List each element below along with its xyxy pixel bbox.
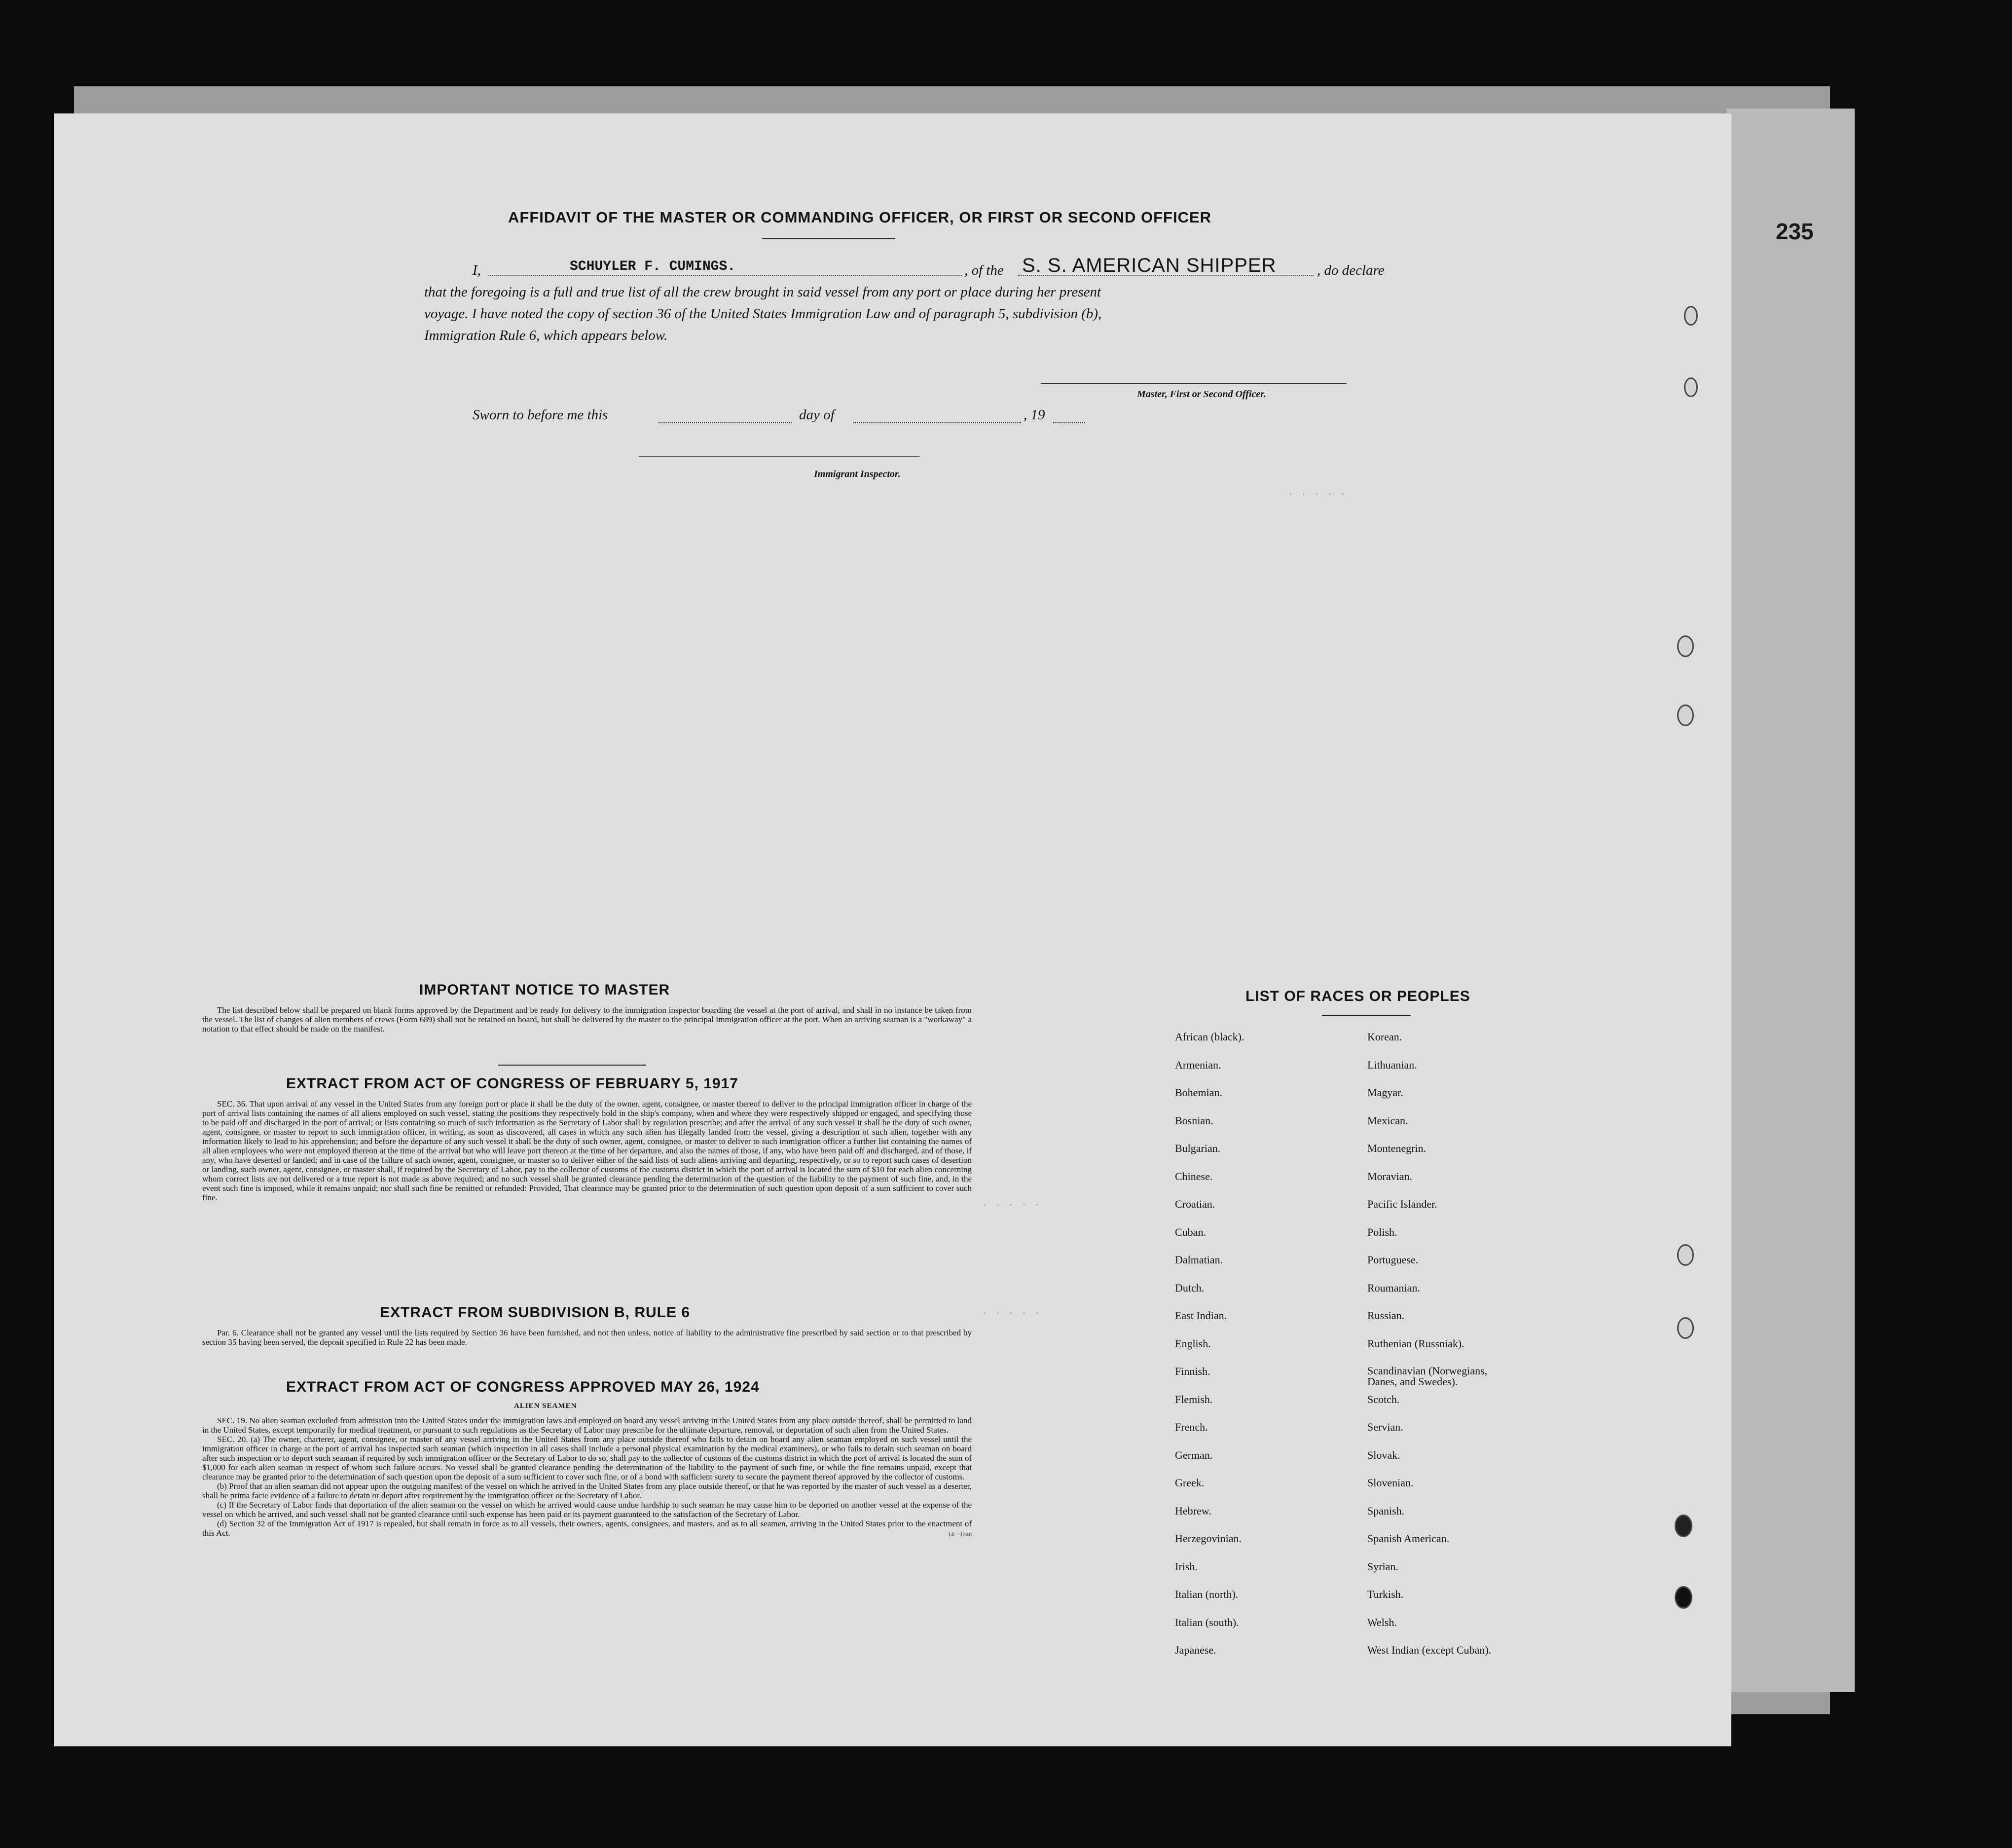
alien-seamen-subtitle: ALIEN SEAMEN [514, 1402, 577, 1410]
race-item: Italian (north). [1175, 1588, 1239, 1600]
race-item: Pacific Islander. [1367, 1198, 1437, 1210]
do-declare-label: , do declare [1317, 262, 1385, 278]
punch-hole [1675, 1586, 1692, 1609]
race-item: Hebrew. [1175, 1505, 1211, 1517]
vessel-name: S. S. AMERICAN SHIPPER [1022, 255, 1277, 276]
race-item: English. [1175, 1337, 1211, 1350]
sworn-month-line [853, 405, 1021, 423]
race-item: Montenegrin. [1367, 1142, 1427, 1154]
bleed-through-mark: · · · · · [1287, 488, 1346, 501]
race-item: Welsh. [1367, 1616, 1397, 1628]
race-item: Roumanian. [1367, 1282, 1420, 1294]
race-item: Magyar. [1367, 1086, 1403, 1099]
race-item: Croatian. [1175, 1198, 1215, 1210]
race-item: Russian. [1367, 1309, 1405, 1322]
punch-hole [1677, 1244, 1694, 1266]
race-item: Slovenian. [1367, 1477, 1414, 1489]
punch-hole [1677, 1317, 1694, 1339]
sworn-day-line [658, 405, 792, 423]
race-item: African (black). [1175, 1031, 1244, 1043]
race-item: Polish. [1367, 1226, 1397, 1238]
race-item: Scandinavian (Norwegians, Danes, and Swedes). [1367, 1365, 1488, 1388]
races-title-rule [1322, 1015, 1411, 1016]
race-item: Bohemian. [1175, 1086, 1222, 1099]
affidavit-title: AFFIDAVIT OF THE MASTER OR COMMANDING OFFICER, OR FIRST OR SECOND OFFICER [508, 209, 1212, 226]
section-rule [498, 1065, 646, 1066]
race-item: Mexican. [1367, 1114, 1408, 1127]
race-item: French. [1175, 1421, 1208, 1433]
extract-1924-title: EXTRACT FROM ACT OF CONGRESS APPROVED MAY 26, 1924 [286, 1379, 760, 1395]
race-item: Moravian. [1367, 1170, 1413, 1183]
races-title: LIST OF RACES OR PEOPLES [1245, 988, 1470, 1004]
punch-hole [1677, 704, 1694, 726]
page-number: 235 [1776, 219, 1814, 244]
race-item: Cuban. [1175, 1226, 1206, 1238]
race-item: Bulgarian. [1175, 1142, 1221, 1154]
master-signature-line [1041, 383, 1347, 384]
race-item: Greek. [1175, 1477, 1205, 1489]
race-item: Armenian. [1175, 1059, 1221, 1071]
sec-20d-text: (d) Section 32 of the Immigration Act of 1917 is repealed, but shall remain in force as to all vessels, their owners, agents, consignees, and masters, and as to all seamen, arriving in the United States prior to the enactment of this Act. [202, 1519, 972, 1538]
race-item: Ruthenian (Russniak). [1367, 1337, 1464, 1350]
sec-19-text: SEC. 19. No alien seaman excluded from admission into the United States under the immigration laws and employed on board any vessel arriving in the United States from any place outside thereof, shall be permitted to land in the United States, except temporarily for medical treatment, or pursuant to such regulations as the Secretary of Labor may prescribe for the ultimate departure, removal, or deportation of such alien from the United States. [202, 1416, 972, 1435]
race-item: Spanish American. [1367, 1532, 1450, 1545]
inspector-signature-line [639, 456, 920, 457]
race-item: Lithuanian. [1367, 1059, 1417, 1071]
extract-1917-text: SEC. 36. That upon arrival of any vessel in the United States from any foreign port or place it shall be the duty of the owner, agent, consignee, or master thereof to deliver to the principal immigration officer in charge of the port of arrival lists containing the names of all aliens employed on such vessel, stating the positions they respectively hold in the ship's company, when and where they were respectively shipped or engaged, and specifying those to be paid off and discharged in the port of arrival; or lists containing so much of such information as the Secretary of Labor shall by regulation prescribe; and after the arrival of any such vessel it shall be the duty of such owner, agent, consignee, or master to report to such immigration officer, in writing, as soon as discovered, all cases in which any such alien has illegally landed from the vessel, giving a description of such alien, together with any information likely to lead to his apprehension; and before the departure of any such vessel it shall be the duty of such owner, agent, consignee, or master to deliver to such immigration officer a further list containing the names of all alien employees who were not employed thereon at the time of the arrival but who will leave port thereon at the time of her departure, and also the names of those, if any, who have been paid off and discharged, and of those, if any, who have deserted or landed; and in case of the failure of such owner, agent, consignee, or master so to deliver either of the said lists of such aliens arriving and departing, respectively, or so to report such cases of desertion or landing, such owner, agent, consignee, or master shall, if required by the Secretary of Labor, pay to the collector of customs of the customs district in which the port of arrival is located the sum of $10 for each alien concerning whom correct lists are not delivered or a true report is not made as above required; and no such vessel shall be granted clearance pending the determination of the question of the liability to the payment of such fine, and, in the event such fine is imposed, while it remains unpaid; nor shall such fine be remitted or refunded: Provided, That clearance may be granted prior to the determination of such question upon deposit of a sum sufficient to cover such fine. [202, 1099, 972, 1202]
race-item: Syrian. [1367, 1560, 1398, 1573]
race-item: Irish. [1175, 1560, 1198, 1573]
form-page [54, 113, 1731, 1746]
bleed-through-mark: · · · · · [982, 1199, 1040, 1211]
race-item: Spanish. [1367, 1505, 1405, 1517]
race-item: Finnish. [1175, 1365, 1210, 1377]
extract-rule6-title: EXTRACT FROM SUBDIVISION B, RULE 6 [380, 1304, 691, 1321]
race-item: Flemish. [1175, 1393, 1213, 1405]
master-label: Master, First or Second Officer. [1137, 389, 1266, 400]
extract-1917-title: EXTRACT FROM ACT OF CONGRESS OF FEBRUARY 5, 1917 [286, 1075, 738, 1092]
title-rule [762, 238, 895, 239]
race-item: Bosnian. [1175, 1114, 1213, 1127]
sec-20b-text: (b) Proof that an alien seaman did not appear upon the outgoing manifest of the vessel on which he arrived in the United States from any place outside thereof, or that he was reported by the master of such vessel as a deserter, shall be prima facie evidence of a failure to detain or deport after requirement by the immigration officer or the Secretary of Labor. [202, 1481, 972, 1500]
affidavit-line-2: that the foregoing is a full and true list of all the crew brought in said vessel from any port or place during her present [424, 284, 1101, 300]
bleed-through-mark: · · · · · [982, 1307, 1040, 1320]
sworn-year-line [1053, 405, 1085, 423]
form-number: 14—1240 [948, 1531, 972, 1538]
underlying-sheet-edge [1726, 109, 1855, 1692]
sec-20a-text: SEC. 20. (a) The owner, charterer, agent, consignee, or master of any vessel arriving in the United States from any place outside thereof who fails to detain on board any alien seaman employed on such vessel until the immigration officer in charge at the port of arrival has inspected such seaman (which inspection in all cases shall include a personal physical examination by the medical examiners), or who fails to detain such seaman on board after such inspection or to deport such seaman if required by such immigration officer or the Secretary of Labor to do so, shall pay to the collector of customs of the customs district in which the port of arrival is located the sum of $1,000 for each alien seaman in respect of whom such failure occurs. No vessel shall be granted clearance pending the determination of the liability to the payment of such fine, or while the fine remains unpaid, except that clearance may be granted prior to the determination of such question upon the deposit of a sum sufficient to cover such fine, or of a bond with sufficient surety to secure the payment thereof approved by the collector of customs. [202, 1435, 972, 1481]
year-label: , 19 [1024, 407, 1045, 423]
race-item: Italian (south). [1175, 1616, 1239, 1628]
notice-title: IMPORTANT NOTICE TO MASTER [419, 982, 670, 998]
punch-hole [1684, 306, 1698, 326]
race-item: Herzegovinian. [1175, 1532, 1242, 1545]
affidavit-line-4: Immigration Rule 6, which appears below. [424, 328, 668, 343]
affidavit-line-3: voyage. I have noted the copy of section 36 of the United States Immigration Law and of paragraph 5, subdivision (b), [424, 306, 1102, 322]
race-item: Chinese. [1175, 1170, 1213, 1183]
race-item: Korean. [1367, 1031, 1402, 1043]
officer-name: SCHUYLER F. CUMINGS. [570, 259, 736, 274]
inspector-label: Immigrant Inspector. [814, 469, 901, 480]
sworn-label: Sworn to before me this [473, 407, 608, 423]
race-item: German. [1175, 1449, 1213, 1461]
race-item: Dutch. [1175, 1282, 1205, 1294]
punch-hole [1677, 635, 1694, 657]
race-item: West Indian (except Cuban). [1367, 1644, 1492, 1656]
race-item: Scotch. [1367, 1393, 1400, 1405]
punch-hole [1684, 377, 1698, 397]
notice-text: The list described below shall be prepared on blank forms approved by the Department and be ready for delivery to the immigration inspector boarding the vessel at the port of arrival, and shall in no instance be taken from the vessel. The list of changes of alien members of crews (Form 689) shall not be retained on board, but shall be delivered by the master to the principal immigration officer at the port. When an arriving seaman is a "workaway" a notation to that effect should be made on the manifest. [202, 1005, 972, 1034]
race-item: Servian. [1367, 1421, 1403, 1433]
race-item: Dalmatian. [1175, 1254, 1223, 1266]
race-item: Turkish. [1367, 1588, 1404, 1600]
race-item: Japanese. [1175, 1644, 1216, 1656]
race-item: East Indian. [1175, 1309, 1227, 1322]
of-the-label: , of the [964, 262, 1004, 278]
day-of-label: day of [799, 407, 835, 423]
affidavit-intro: I, [473, 262, 481, 278]
punch-hole [1675, 1515, 1692, 1537]
race-item: Slovak. [1367, 1449, 1400, 1461]
race-item: Portuguese. [1367, 1254, 1419, 1266]
sec-20c-text: (c) If the Secretary of Labor finds that deportation of the alien seaman on the vessel on which he arrived would cause undue hardship to such seaman he may cause him to be deported on another vessel at the expense of the vessel on which he arrived, and such vessel shall not be granted clearance until such expense has been paid or its payment guaranteed to the satisfaction of the Secretary of Labor. [202, 1500, 972, 1519]
extract-1924-body [202, 1416, 972, 1538]
extract-rule6-text: Par. 6. Clearance shall not be granted any vessel until the lists required by Section 36 have been furnished, and not then unless, notice of liability to the administrative fine prescribed by said section or to that prescribed by section 35 having been served, the deposit specified in Rule 22 has been made. [202, 1328, 972, 1347]
